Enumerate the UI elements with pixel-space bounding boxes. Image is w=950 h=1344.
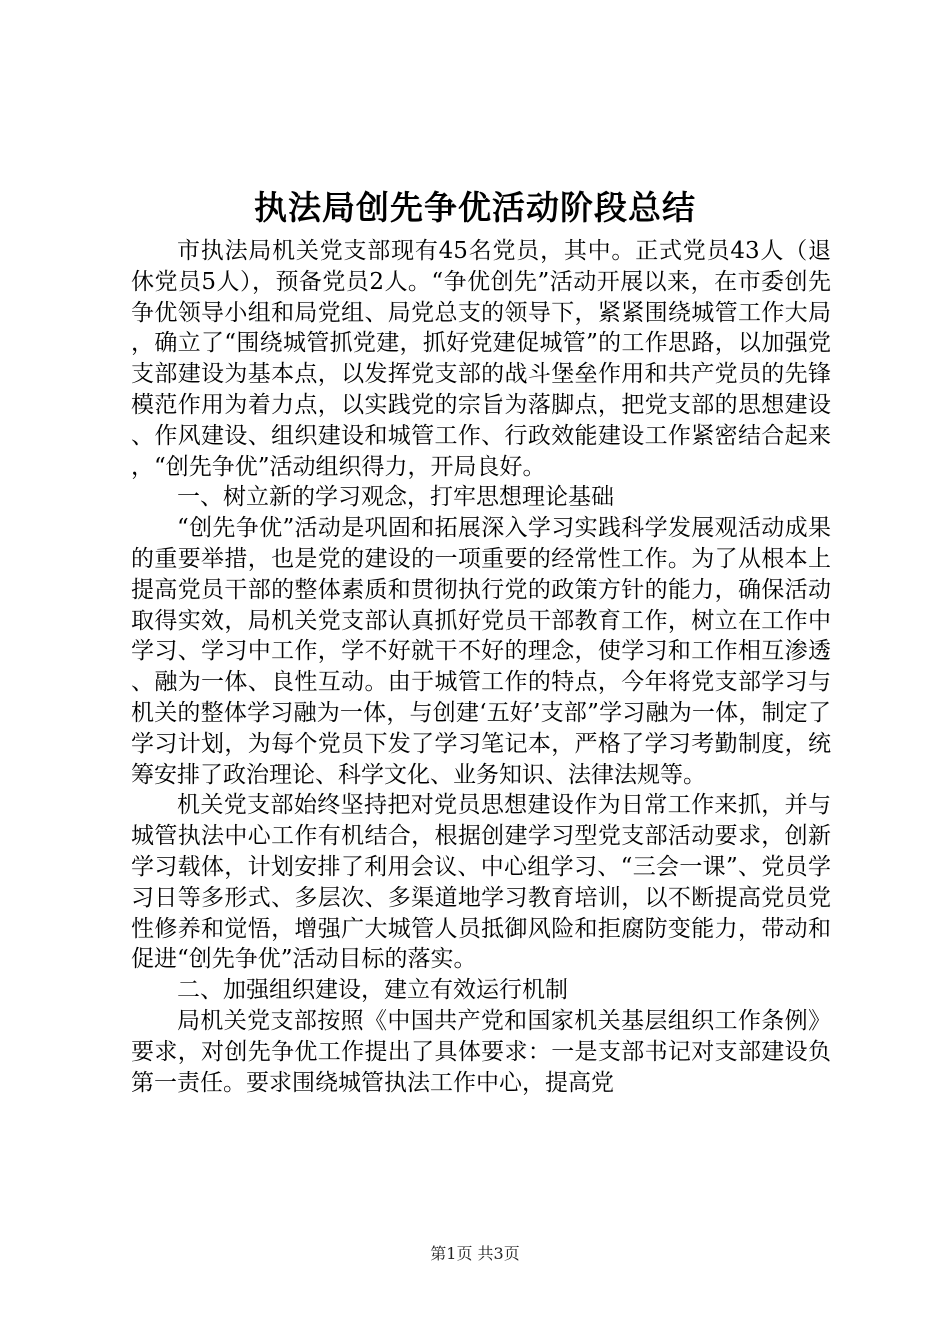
paragraph-study-concept: “创先争优”活动是巩固和拓展深入学习实践科学发展观活动成果的重要举措，也是党的建设的一项重要的经常性工作。为了从根本上提高党员干部的整体素质和贯彻执行党的政策方针的能力，确保活动取得实效，局机关党支部认真抓好党员干部教育工作，树立在工作中学习、学习中工作，学不好就干不好的理念，使学习和工作相互渗透、融为一体、良性互动。由于城管工作的特点，今年将党支部学习与机关的整体学习融为一体，与创建‘五好’支部”学习融为一体，制定了学习计划，为每个党员下发了学习笔记本，严格了学习考勤制度，统筹安排了政治理论、科学文化、业务知识、法律法规等。 (131, 515, 831, 788)
section-heading-1: 一、树立新的学习观念，打牢思想理论基础 (177, 484, 614, 511)
section-heading-2: 二、加强组织建设，建立有效运行机制 (177, 977, 568, 1004)
document-body (131, 236, 831, 1098)
document-title: 执法局创先争优活动阶段总结 (254, 188, 696, 227)
paragraph-ideology-building: 机关党支部始终坚持把对党员思想建设作为日常工作来抓，并与城管执法中心工作有机结合，根据创建学习型党支部活动要求，创新学习载体，计划安排了利用会议、中心组学习、“三会一课”、党员学习日等多形式、多层次、多渠道地学习教育培训，以不断提高党员党性修养和觉悟，增强广大城管人员抵御风险和拒腐防变能力，带动和促进“创先争优”活动目标的落实。 (131, 792, 831, 973)
page-footer: 第1页 共3页 (430, 1244, 520, 1263)
paragraph-intro: 市执法局机关党支部现有45名党员，其中。正式党员43人（退休党员5人），预备党员2人。“争优创先”活动开展以来，在市委创先争优领导小组和局党组、局党总支的领导下，紧紧围绕城管工作大局，确立了“围绕城管抓党建，抓好党建促城管”的工作思路，以加强党支部建设为基本点，以发挥党支部的战斗堡垒作用和共产党员的先锋模范作用为着力点，以实践党的宗旨为落脚点，把党支部的思想建设、作风建设、组织建设和城管工作、行政效能建设工作紧密结合起来，“创先争优”活动组织得力，开局良好。 (131, 238, 831, 480)
paragraph-organization-building: 局机关党支部按照《中国共产党和国家机关基层组织工作条例》要求，对创先争优工作提出了具体要求：一是支部书记对支部建设负第一责任。要求围绕城管执法工作中心，提高党 (131, 1007, 831, 1096)
